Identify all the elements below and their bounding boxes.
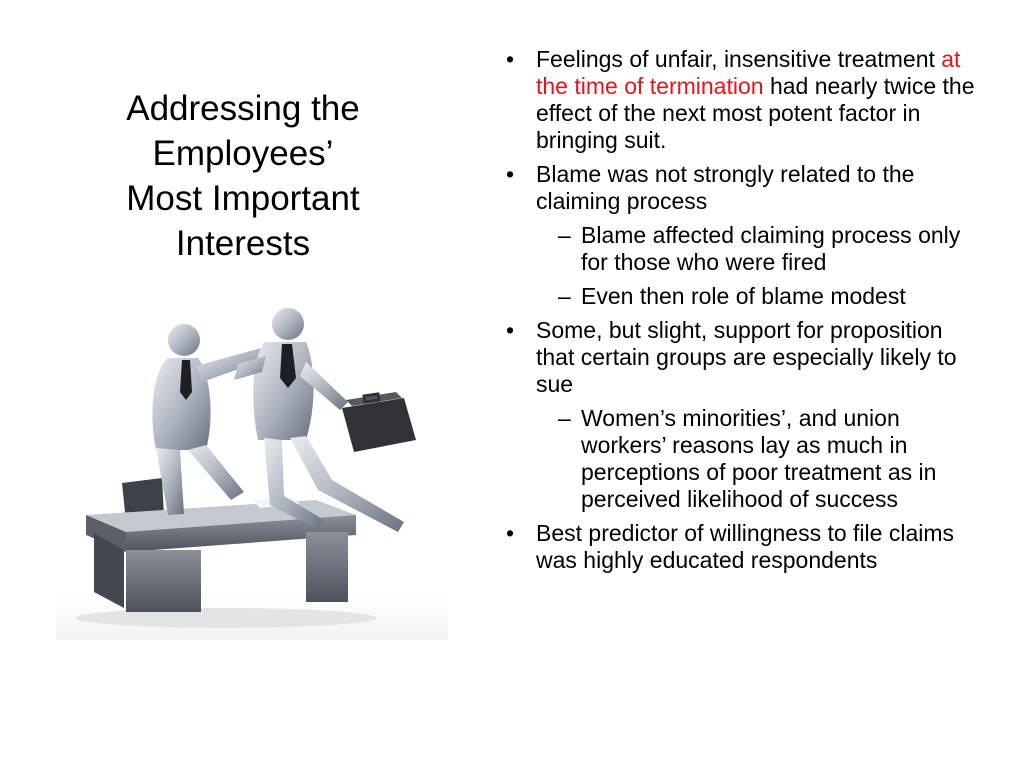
sub-bullet-text: Even then role of blame modest xyxy=(581,283,906,309)
title-line: Interests xyxy=(175,224,311,263)
bullet-marker: • xyxy=(506,161,515,187)
title-line: Most Important xyxy=(126,179,360,218)
sub-bullet-list xyxy=(536,405,984,513)
bullet-text: had nearly twice the effect of the next most potent factor in bringing suit. xyxy=(536,73,975,153)
sub-bullet-item xyxy=(536,405,984,513)
sub-bullet-item xyxy=(536,222,984,276)
sub-bullet-text: Blame affected claiming process only for those who were fired xyxy=(581,222,961,275)
sub-bullet-marker: – xyxy=(558,405,571,431)
sub-bullet-list xyxy=(536,222,984,310)
sub-bullet-marker: – xyxy=(558,283,571,309)
title-line: Addressing the xyxy=(126,89,360,128)
bullet-list xyxy=(494,46,984,581)
bullet-item xyxy=(494,317,984,513)
bullet-marker: • xyxy=(506,46,515,72)
bullet-item xyxy=(494,161,984,310)
sub-bullet-marker: – xyxy=(558,222,571,248)
title-line: Employees’ xyxy=(152,134,334,173)
slide-title xyxy=(88,86,398,266)
sub-bullet-text: Women’s minorities’, and union workers’ reasons lay as much in perceptions of poor treatment as in perceived likelihood of success xyxy=(581,405,937,512)
figures-leaving-desk-icon xyxy=(56,300,448,640)
highlighted-text: at the time of termination xyxy=(536,46,961,99)
bullet-text: Best predictor of willingness to file claims was highly educated respondents xyxy=(536,520,954,573)
bullet-item xyxy=(494,520,984,574)
bullet-marker: • xyxy=(506,317,515,343)
bullet-text: Some, but slight, support for proposition that certain groups are especially likely to sue xyxy=(536,317,957,397)
bullet-marker: • xyxy=(506,520,515,546)
bullet-text: Feelings of unfair, insensitive treatment xyxy=(536,46,942,72)
sub-bullet-item xyxy=(536,283,984,310)
bullet-item xyxy=(494,46,984,154)
bullet-text: Blame was not strongly related to the claiming process xyxy=(536,161,915,214)
